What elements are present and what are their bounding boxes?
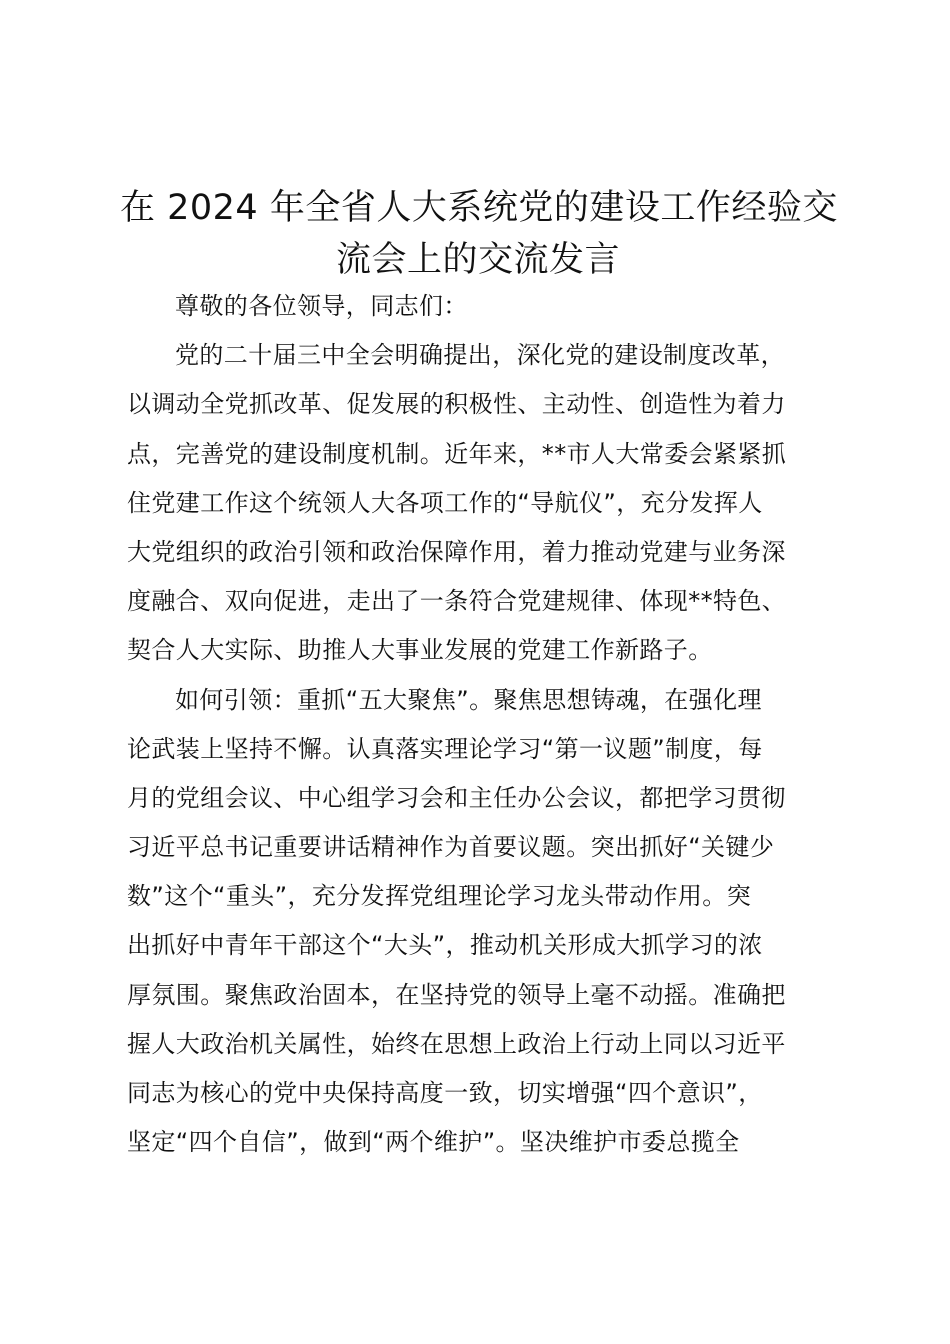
paragraph-line: 党的二十届三中全会明确提出，深化党的建设制度改革， — [175, 341, 785, 370]
paragraph-line: 大党组织的政治引领和政治保障作用，着力推动党建与业务深 — [127, 537, 786, 566]
document-body — [127, 282, 837, 1167]
salutation: 尊敬的各位领导，同志们： — [175, 292, 468, 320]
paragraph-line: 出抓好中青年干部这个“大头”，推动机关形成大抓学习的浓 — [127, 931, 763, 960]
paragraph-line: 契合人大实际、助推人大事业发展的党建工作新路子。 — [127, 636, 713, 665]
paragraph-line: 习近平总书记重要讲话精神作为首要议题。突出抓好“关键少 — [127, 833, 775, 862]
paragraph-line: 以调动全党抓改革、促发展的积极性、主动性、创造性为着力 — [127, 390, 786, 419]
paragraph-line: 论武装上坚持不懈。认真落实理论学习“第一议题”制度，每 — [127, 734, 763, 763]
paragraph-1 — [127, 331, 837, 675]
paragraph-line: 握人大政治机关属性，始终在思想上政治上行动上同以习近平 — [127, 1029, 786, 1058]
paragraph-line: 厚氛围。聚焦政治固本，在坚持党的领导上毫不动摇。准确把 — [127, 980, 786, 1009]
paragraph-line: 数”这个“重头”，充分发挥党组理论学习龙头带动作用。突 — [127, 882, 752, 911]
title-line: 在 2024 年全省人大系统党的建设工作经验交 — [120, 188, 838, 228]
paragraph-line: 同志为核心的党中央保持高度一致，切实增强“四个意识”， — [127, 1079, 763, 1107]
paragraph-line: 点，完善党的建设制度机制。近年来，**市人大常委会紧紧抓 — [127, 439, 787, 468]
paragraph-line: 坚定“四个自信”，做到“两个维护”。坚决维护市委总揽全 — [127, 1128, 740, 1157]
paragraph-line: 月的党组会议、中心组学习会和主任办公会议，都把学习贯彻 — [127, 783, 786, 812]
title-line: 流会上的交流发言 — [335, 240, 620, 280]
paragraph-2 — [127, 676, 837, 1168]
paragraph-line: 如何引领：重抓“五大聚焦”。聚焦思想铸魂，在强化理 — [175, 685, 762, 714]
document-title — [120, 182, 836, 286]
paragraph-line: 度融合、双向促进，走出了一条符合党建规律、体现**特色、 — [127, 587, 787, 616]
paragraph-line: 住党建工作这个统领人大各项工作的“导航仪”，充分发挥人 — [127, 488, 763, 517]
